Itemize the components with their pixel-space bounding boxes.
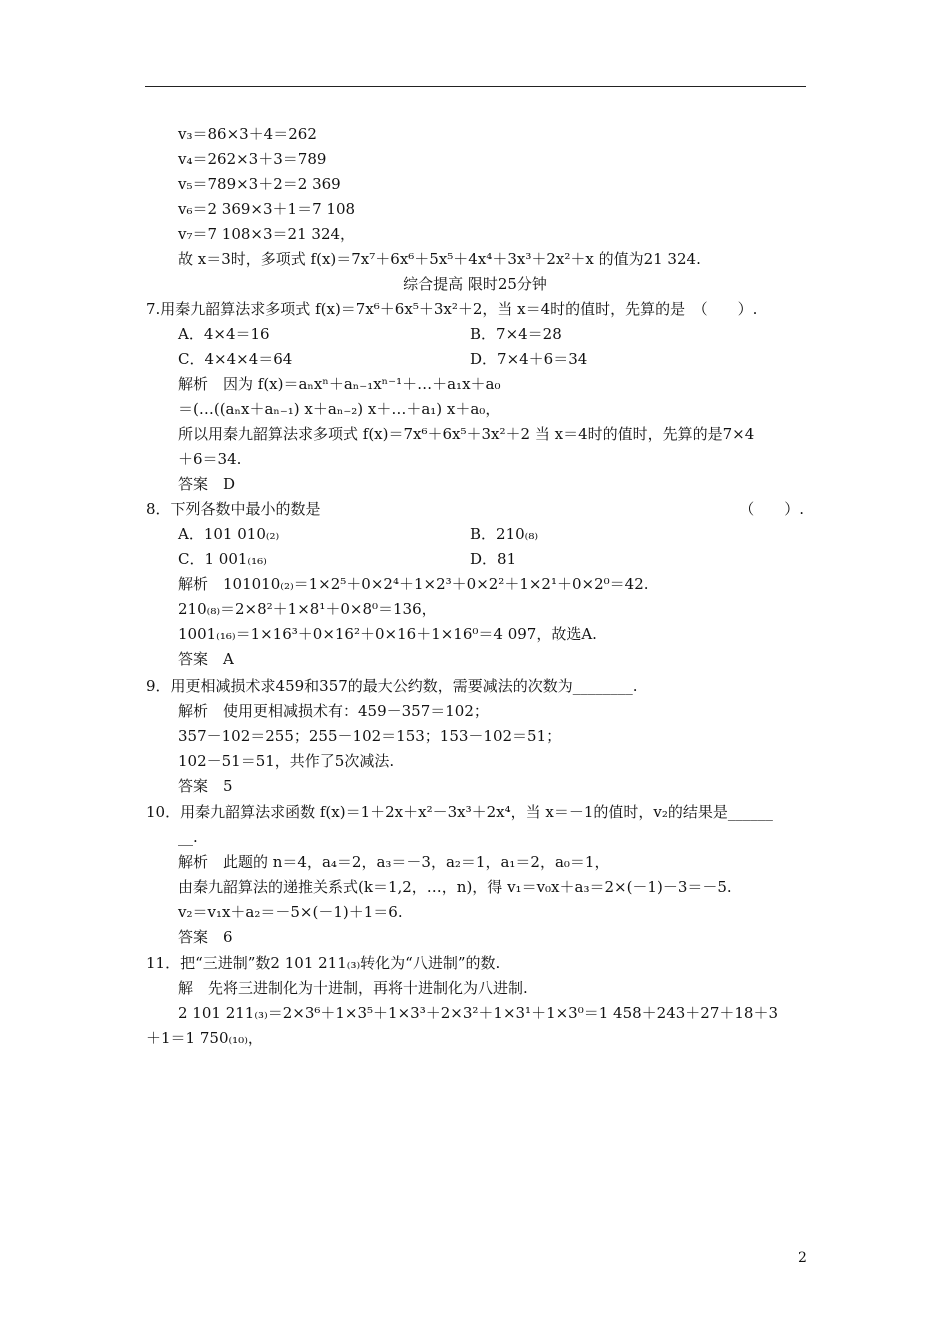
text-line: v₅＝789×3＋2＝2 369 — [178, 175, 341, 193]
text-line: v₇＝7 108×3＝21 324， — [178, 225, 356, 243]
text-line: 210₍₈₎＝2×8²＋1×8¹＋0×8⁰＝136， — [178, 600, 437, 618]
text-line: 10．用秦九韶算法求函数 f(x)＝1＋2x＋x²－3x³＋2x⁴，当 x＝－1的值时，v₂的结果是______ — [146, 803, 773, 821]
text-line: D．81 — [470, 550, 517, 568]
text-line: 答案 D — [178, 475, 236, 493]
text-line: ＋1＝1 750₍₁₀₎， — [146, 1029, 263, 1047]
text-line: 9．用更相减损术求459和357的最大公约数，需要减法的次数为________. — [146, 677, 638, 695]
text-line: 答案 5 — [178, 777, 233, 795]
text-line: 故 x＝3时，多项式 f(x)＝7x⁷＋6x⁶＋5x⁵＋4x⁴＋3x³＋2x²＋x 的值为21 324. — [178, 250, 701, 268]
text-line: 7.用秦九韶算法求多项式 f(x)＝7x⁶＋6x⁵＋3x²＋2，当 x＝4时的值时，先算的是 （ ）. — [146, 300, 758, 318]
text-line: D．7×4＋6＝34 — [470, 350, 588, 368]
text-line: C．1 001₍₁₆₎ — [178, 550, 267, 568]
text-line: A．4×4＝16 — [178, 325, 270, 343]
text-line: （ ）. — [739, 500, 804, 518]
text-line: 2 101 211₍₃₎＝2×3⁶＋1×3⁵＋1×3³＋2×3²＋1×3¹＋1×3⁰＝1 458＋243＋27＋18＋3 — [178, 1004, 779, 1022]
text-line: B．210₍₈₎ — [470, 525, 539, 543]
text-line: 所以用秦九韶算法求多项式 f(x)＝7x⁶＋6x⁵＋3x²＋2 当 x＝4时的值时，先算的是7×4 — [178, 425, 755, 443]
text-line: 8．下列各数中最小的数是 — [146, 500, 321, 518]
text-line: ＝(…((aₙx＋aₙ₋₁) x＋aₙ₋₂) x＋…＋a₁) x＋a₀， — [178, 400, 501, 418]
text-line: ＋6＝34. — [178, 450, 242, 468]
text-line: 11．把“三进制”数2 101 211₍₃₎转化为“八进制”的数. — [146, 954, 501, 972]
text-line: v₄＝262×3＋3＝789 — [178, 150, 327, 168]
text-line: v₆＝2 369×3＋1＝7 108 — [178, 200, 356, 218]
text-line: v₂＝v₁x＋a₂＝－5×(－1)＋1＝6. — [178, 903, 403, 921]
text-line: 答案 6 — [178, 928, 233, 946]
text-line: 解析 101010₍₂₎＝1×2⁵＋0×2⁴＋1×2³＋0×2²＋1×2¹＋0×2⁰＝42. — [178, 575, 649, 593]
text-line: 解 先将三进制化为十进制，再将十进制化为八进制. — [178, 979, 528, 997]
text-line: 由秦九韶算法的递推关系式(k＝1,2，…，n)，得 v₁＝v₀x＋a₃＝2×(－1)－3＝－5. — [178, 878, 732, 896]
text-line: 答案 A — [178, 650, 234, 668]
text-line: v₃＝86×3＋4＝262 — [178, 125, 317, 143]
page-number: 2 — [798, 1250, 807, 1266]
text-line: 解析 使用更相减损术有：459－357＝102； — [178, 702, 489, 720]
text-line: __. — [178, 828, 198, 846]
text-line: 解析 此题的 n＝4，a₄＝2，a₃＝－3，a₂＝1，a₁＝2，a₀＝1， — [178, 853, 610, 871]
text-line: 1001₍₁₆₎＝1×16³＋0×16²＋0×16＋1×16⁰＝4 097，故选A. — [178, 625, 597, 643]
text-line: C．4×4×4＝64 — [178, 350, 293, 368]
text-line: 综合提高 限时25分钟 — [403, 275, 547, 293]
text-line: 解析 因为 f(x)＝aₙxⁿ＋aₙ₋₁xⁿ⁻¹＋…＋a₁x＋a₀ — [178, 375, 501, 393]
text-line: B．7×4＝28 — [470, 325, 562, 343]
text-line: 357－102＝255；255－102＝153；153－102＝51； — [178, 727, 562, 745]
text-line: A．101 010₍₂₎ — [178, 525, 280, 543]
text-line: 102－51＝51，共作了5次减法. — [178, 752, 395, 770]
header-rule — [145, 86, 806, 87]
